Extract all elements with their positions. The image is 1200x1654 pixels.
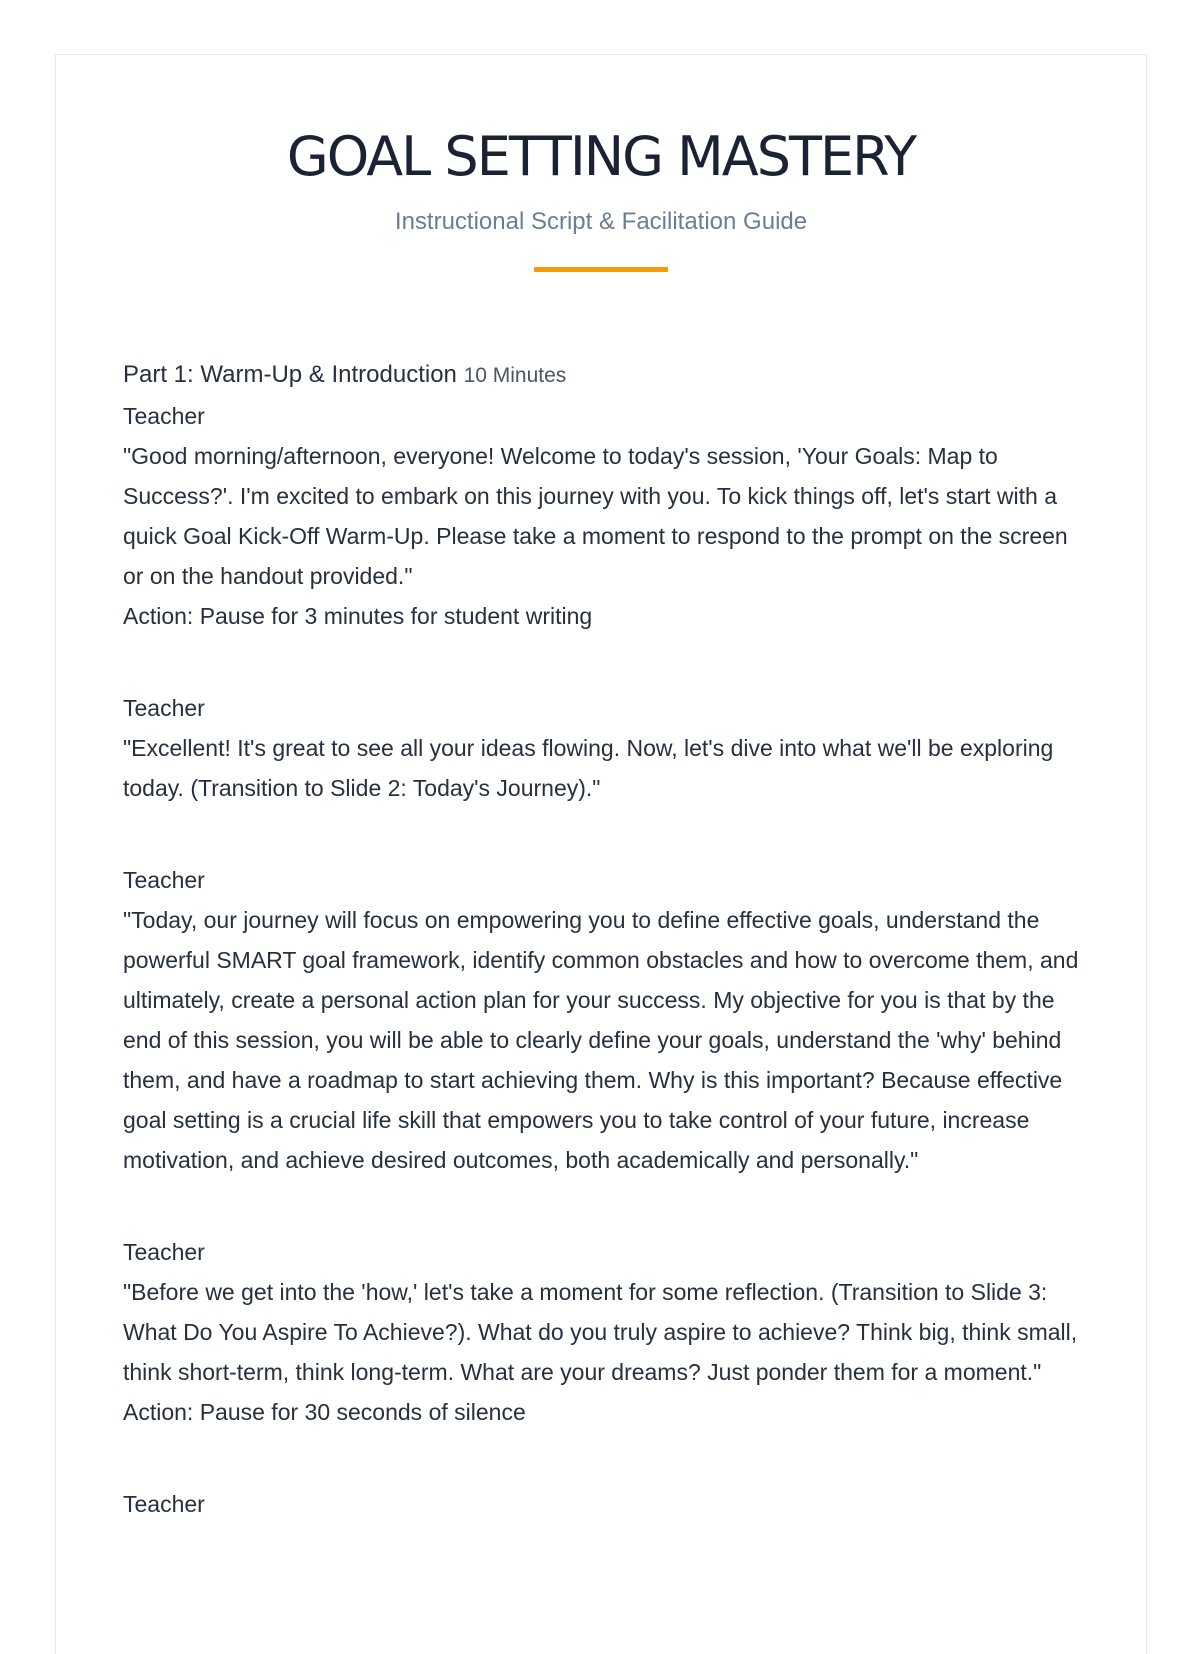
- speaker-label: Teacher: [123, 867, 205, 893]
- script-block: [123, 688, 1083, 808]
- script-block: [123, 396, 1083, 636]
- script-text: "Before we get into the 'how,' let's take a moment for some reflection. (Transition to Slide 3: What Do You Aspire To Achieve?). What do you truly aspire to achieve? Think big, think small, think short-term, think long-term. What are your dreams? Just ponder them for a moment.": [123, 1279, 1078, 1385]
- script-text: "Good morning/afternoon, everyone! Welcome to today's session, 'Your Goals: Map to Success?'. I'm excited to embark on this journey with you. To kick things off, let's start with a quick Goal Kick-Off Warm-Up. Please take a moment to respond to the prompt on the screen or on the handout provided.": [123, 443, 1068, 589]
- speaker-label: Teacher: [123, 1491, 205, 1517]
- section-heading: [123, 355, 1083, 396]
- script-text: "Excellent! It's great to see all your ideas flowing. Now, let's dive into what we'll be exploring today. (Transition to Slide 2: Today's Journey).": [123, 735, 1054, 801]
- speaker-label: Teacher: [123, 403, 205, 429]
- document-header: [56, 55, 1146, 272]
- action-note: Action: Pause for 3 minutes for student writing: [123, 603, 593, 629]
- speaker-label: Teacher: [123, 695, 205, 721]
- page-subtitle: Instructional Script & Facilitation Guide: [394, 208, 808, 235]
- accent-divider: [534, 267, 668, 272]
- script-text: "Today, our journey will focus on empowering you to define effective goals, understand the powerful SMART goal framework, identify common obstacles and how to overcome them, and ultimately, create a personal action plan for your success. My objective for you is that by the end of this session, you will be able to clearly define your goals, understand the 'why' behind them, and have a roadmap to start achieving them. Why is this important? Because effective goal setting is a crucial life skill that empowers you to take control of your future, increase motivation, and achieve desired outcomes, both academically and personally.": [123, 907, 1079, 1173]
- script-block: [123, 1484, 1083, 1524]
- section-duration: 10 Minutes: [463, 364, 567, 387]
- script-content: [123, 355, 1083, 1576]
- document-page: [55, 54, 1147, 1654]
- script-block: [123, 860, 1083, 1180]
- action-note: Action: Pause for 30 seconds of silence: [123, 1399, 526, 1425]
- section-title: Part 1: Warm-Up & Introduction: [123, 361, 457, 388]
- page-title: GOAL SETTING MASTERY: [286, 125, 916, 188]
- speaker-label: Teacher: [123, 1239, 205, 1265]
- script-block: [123, 1232, 1083, 1432]
